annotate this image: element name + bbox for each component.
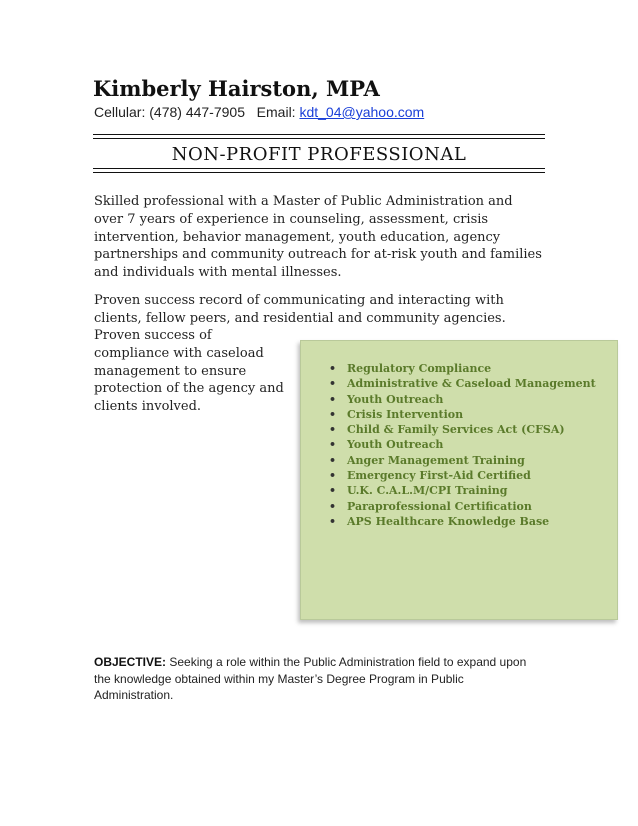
skill-label: Crisis Intervention: [347, 407, 464, 421]
bullet-icon: •: [329, 423, 337, 437]
bullet-icon: •: [329, 484, 337, 498]
skill-item: [329, 422, 596, 437]
objective-label: OBJECTIVE:: [94, 655, 167, 669]
summary-paragraph: Skilled professional with a Master of Public Administration and over 7 years of experience in counseling, assessment, crisis intervention, behavior management, youth education, agency partnerships and community outreach for at-risk youth and families and individuals with mental illnesses.: [94, 194, 542, 281]
communication-paragraph: Proven success record of communicating and interacting with clients, fellow peers, and residential and community agencies.: [94, 293, 506, 326]
objective-text: Seeking a role within the Public Administration field to expand upon the knowledge obtained within my Master’s Degree Program in Public Administration.: [94, 655, 527, 702]
header-divider-bottom-2: [93, 172, 545, 173]
compliance-paragraph: Proven success of compliance with caseload management to ensure protection of the agency and clients involved.: [94, 328, 284, 415]
skill-label: Regulatory Compliance: [347, 362, 492, 375]
skill-item: [329, 437, 596, 452]
skill-label: Emergency First-Aid Certified: [347, 469, 531, 483]
skills-list: [329, 361, 596, 529]
objective-section: [94, 654, 544, 704]
skill-label: U.K. C.A.L.M/CPI Training: [347, 484, 508, 498]
cellular-label: Cellular:: [94, 104, 146, 120]
bullet-icon: •: [329, 499, 337, 513]
skill-item: [329, 361, 596, 376]
bullet-icon: •: [329, 362, 337, 375]
applicant-name: Kimberly Hairston, MPA: [93, 76, 380, 101]
skill-item: [329, 407, 596, 422]
skill-label: Child & Family Services Act (CFSA): [347, 423, 565, 437]
skills-box: [300, 340, 618, 620]
professional-headline: NON-PROFIT PROFESSIONAL: [171, 144, 467, 165]
email-link[interactable]: kdt_04@yahoo.com: [299, 104, 425, 120]
email-label: Email:: [256, 104, 296, 120]
skill-item: [329, 376, 596, 391]
skill-label: APS Healthcare Knowledge Base: [347, 514, 550, 528]
skill-label: Administrative & Caseload Management: [347, 377, 596, 391]
bullet-icon: •: [329, 392, 337, 406]
bullet-icon: •: [329, 438, 337, 452]
skill-item: [329, 453, 596, 468]
bullet-icon: •: [329, 407, 337, 421]
skill-item: [329, 514, 596, 529]
skill-label: Youth Outreach: [347, 438, 444, 452]
cellular-number: (478) 447-7905: [149, 104, 245, 120]
bullet-icon: •: [329, 453, 337, 467]
skill-item: [329, 483, 596, 498]
bullet-icon: •: [329, 377, 337, 391]
contact-line: [94, 103, 424, 121]
skill-label: Paraprofessional Certification: [347, 499, 532, 513]
bullet-icon: •: [329, 514, 337, 528]
header-divider-top-1: [93, 134, 545, 135]
skill-item: [329, 499, 596, 514]
bullet-icon: •: [329, 469, 337, 483]
skill-item: [329, 468, 596, 483]
header-divider-top-2: [93, 138, 545, 139]
header-divider-bottom-1: [93, 168, 545, 169]
skill-label: Anger Management Training: [347, 453, 525, 467]
skill-item: [329, 392, 596, 407]
skill-label: Youth Outreach: [347, 392, 444, 406]
